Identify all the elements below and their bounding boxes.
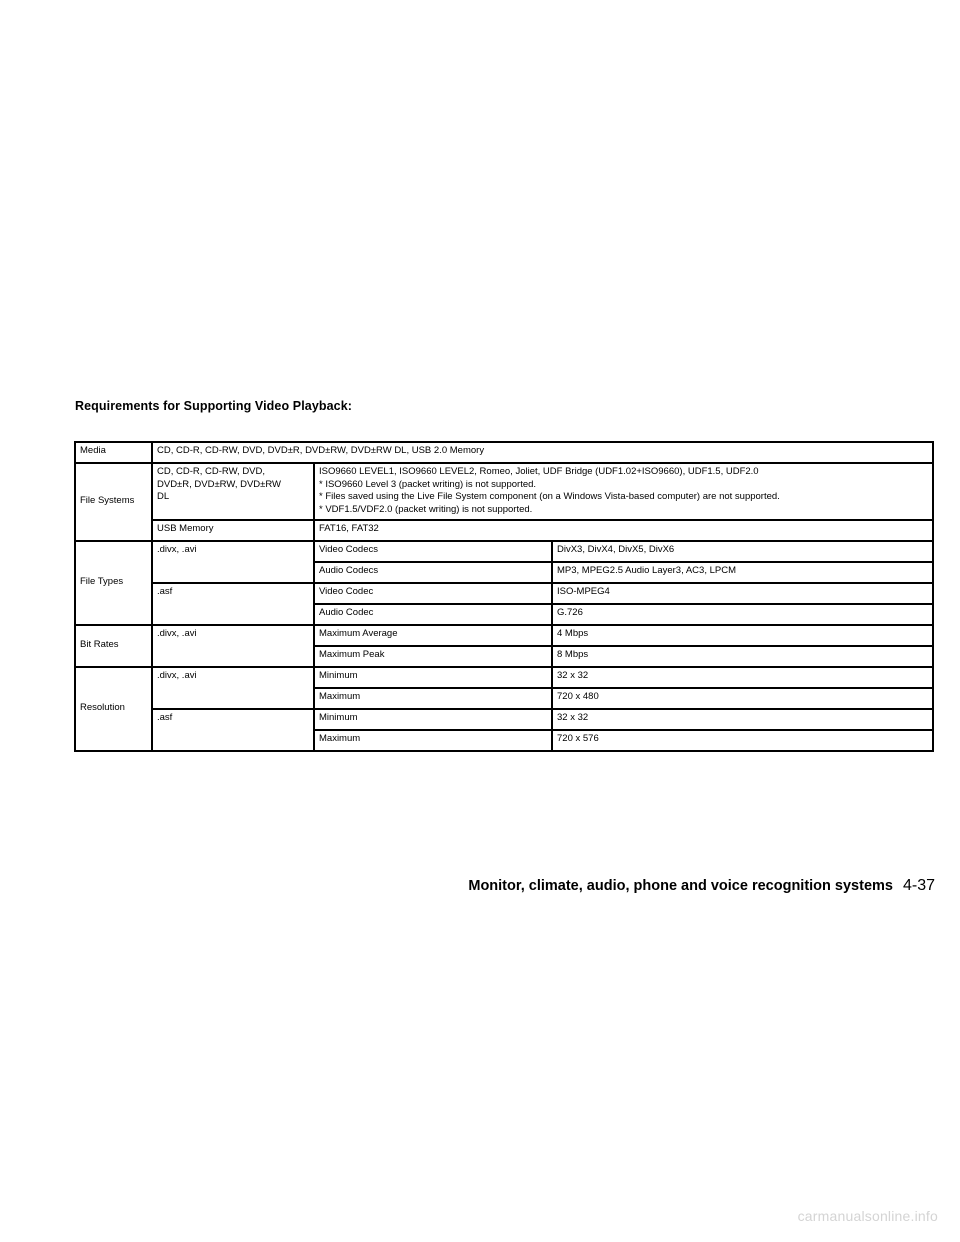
disc-media-line: DL [157,491,170,502]
disc-value-note: * VDF1.5/VDF2.0 (packet writing) is not supported. [319,503,533,515]
cell-usb-media: USB Memory [152,520,314,541]
disc-value-note: * Files saved using the Live File System component (on a Windows Vista-based computer) are not supported. [319,491,780,502]
watermark-text: carmanualsonline.info [797,1208,938,1224]
cell-file-systems-disc-media [152,463,314,520]
cell-resolution-value: 32 x 32 [552,709,933,730]
footer-section-title: Monitor, climate, audio, phone and voice recognition systems [468,878,893,894]
video-playback-requirements-table [74,441,934,752]
cell-resolution-value: 720 x 480 [552,688,933,709]
table-row [75,625,933,646]
disc-value-note: * ISO9660 Level 3 (packet writing) is not supported. [319,478,537,490]
cell-codec-name: Audio Codec [314,604,552,625]
disc-value-line: ISO9660 LEVEL1, ISO9660 LEVEL2, Romeo, Joliet, UDF Bridge (UDF1.02+ISO9660), UDF1.5, UDF2.0 [319,466,759,477]
cell-resolution-name: Maximum [314,730,552,751]
section-heading: Requirements for Supporting Video Playback: [75,399,353,413]
cell-media-label: Media [75,442,152,463]
cell-file-systems-disc-value [314,463,933,520]
cell-resolution-name: Minimum [314,667,552,688]
cell-codec-name: Video Codecs [314,541,552,562]
table-row-file-systems-usb [75,520,933,541]
table-row [75,541,933,562]
cell-bit-rate-name: Maximum Average [314,625,552,646]
cell-codec-value: G.726 [552,604,933,625]
footer-page-number: 4-37 [902,877,935,894]
table-row [75,583,933,604]
cell-bit-rate-value: 4 Mbps [552,625,933,646]
cell-resolution-value: 720 x 576 [552,730,933,751]
table-row [75,667,933,688]
cell-usb-value: FAT16, FAT32 [314,520,933,541]
cell-file-systems-label: File Systems [75,463,152,541]
cell-file-types-label: File Types [75,541,152,625]
cell-media-value: CD, CD-R, CD-RW, DVD, DVD±R, DVD±RW, DVD±RW DL, USB 2.0 Memory [152,442,933,463]
cell-bit-rate-value: 8 Mbps [552,646,933,667]
cell-resolution-value: 32 x 32 [552,667,933,688]
cell-file-types-ext: .divx, .avi [152,541,314,583]
table-row-file-systems-disc [75,463,933,520]
table-row-media [75,442,933,463]
cell-resolution-ext: .asf [152,709,314,751]
cell-codec-name: Audio Codecs [314,562,552,583]
cell-codec-value: MP3, MPEG2.5 Audio Layer3, AC3, LPCM [552,562,933,583]
cell-resolution-name: Maximum [314,688,552,709]
cell-codec-name: Video Codec [314,583,552,604]
cell-codec-value: ISO-MPEG4 [552,583,933,604]
disc-media-line: DVD±R, DVD±RW, DVD±RW [157,478,282,490]
table-row [75,709,933,730]
cell-bit-rates-label: Bit Rates [75,625,152,667]
cell-codec-value: DivX3, DivX4, DivX5, DivX6 [552,541,933,562]
cell-bit-rate-name: Maximum Peak [314,646,552,667]
page-footer [0,877,935,895]
cell-bit-rates-ext: .divx, .avi [152,625,314,667]
cell-resolution-name: Minimum [314,709,552,730]
cell-resolution-label: Resolution [75,667,152,751]
cell-file-types-ext: .asf [152,583,314,625]
disc-media-line: CD, CD-R, CD-RW, DVD, [157,466,266,477]
cell-resolution-ext: .divx, .avi [152,667,314,709]
